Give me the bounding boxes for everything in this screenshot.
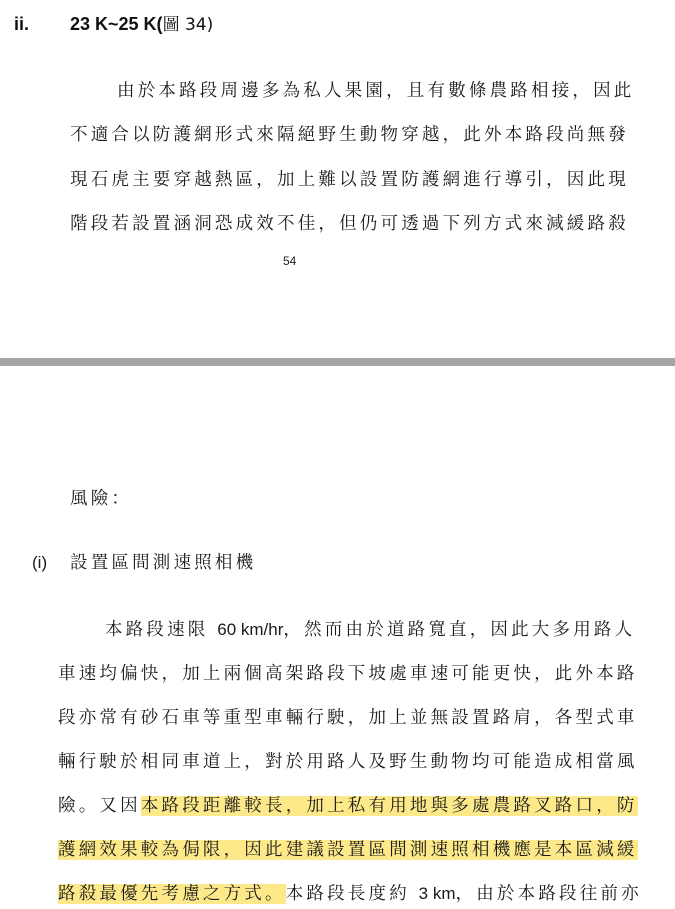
section-number: ii. <box>14 14 30 34</box>
section-range: 23 K~25 K( <box>70 14 163 34</box>
body-line-2: 車速均偏快，加上兩個高架路段下坡處車速可能更快，此外本路 <box>58 664 638 684</box>
speed-limit-value: 60 km/hr <box>217 620 284 639</box>
continued-paragraph: 風險： <box>70 489 133 509</box>
road-length-value: 3 km <box>418 884 456 903</box>
body-line-7-text-d: ，由於本路段往前亦 <box>455 884 642 904</box>
body-line-1 <box>105 619 635 641</box>
list-item-marker: (i) <box>32 553 48 572</box>
section-heading <box>14 10 213 35</box>
document-page-upper <box>0 0 675 358</box>
highlighted-text-2: 護網效果較為侷限，因此建議設置區間測速照相機應是本區減緩 <box>58 840 638 860</box>
body-line-7 <box>58 883 642 905</box>
page-number: 54 <box>283 254 297 268</box>
paragraph-line-3: 現石虎主要穿越熱區，加上難以設置防護網進行導引，因此現 <box>70 170 629 190</box>
body-line-1-text-a: 本路段速限 <box>105 620 218 640</box>
highlighted-text-3: 路殺最優先考慮之方式。 <box>58 884 286 904</box>
highlighted-text-1: 本路段距離較長，加上私有用地與多處農路叉路口，防 <box>140 796 638 816</box>
body-line-4: 輛行駛於相同車道上，對於用路人及野生動物均可能造成相當風 <box>58 752 638 772</box>
body-line-1-text-c: ，然而由於道路寬直，因此大多用路人 <box>283 620 636 640</box>
body-line-7-text-b: 本路段長度約 <box>285 884 419 904</box>
body-line-6 <box>58 839 638 861</box>
list-item-title: 設置區間測速照相機 <box>70 553 257 573</box>
paragraph-line-2: 不適合以防護網形式來隔絕野生動物穿越，此外本路段尚無發 <box>70 125 629 145</box>
page-separator <box>0 358 675 366</box>
paragraph-line-1: 由於本路段周邊多為私人果園，且有數條農路相接，因此 <box>117 81 635 101</box>
body-line-3: 段亦常有砂石車等重型車輛行駛，加上並無設置路肩，各型式車 <box>58 708 638 728</box>
figure-reference: 圖 34) <box>162 15 214 35</box>
paragraph-line-4: 階段若設置涵洞恐成效不佳，但仍可透過下列方式來減緩路殺 <box>70 214 629 234</box>
body-line-5-text-a: 險。又因 <box>58 796 141 816</box>
body-line-5 <box>58 795 638 817</box>
